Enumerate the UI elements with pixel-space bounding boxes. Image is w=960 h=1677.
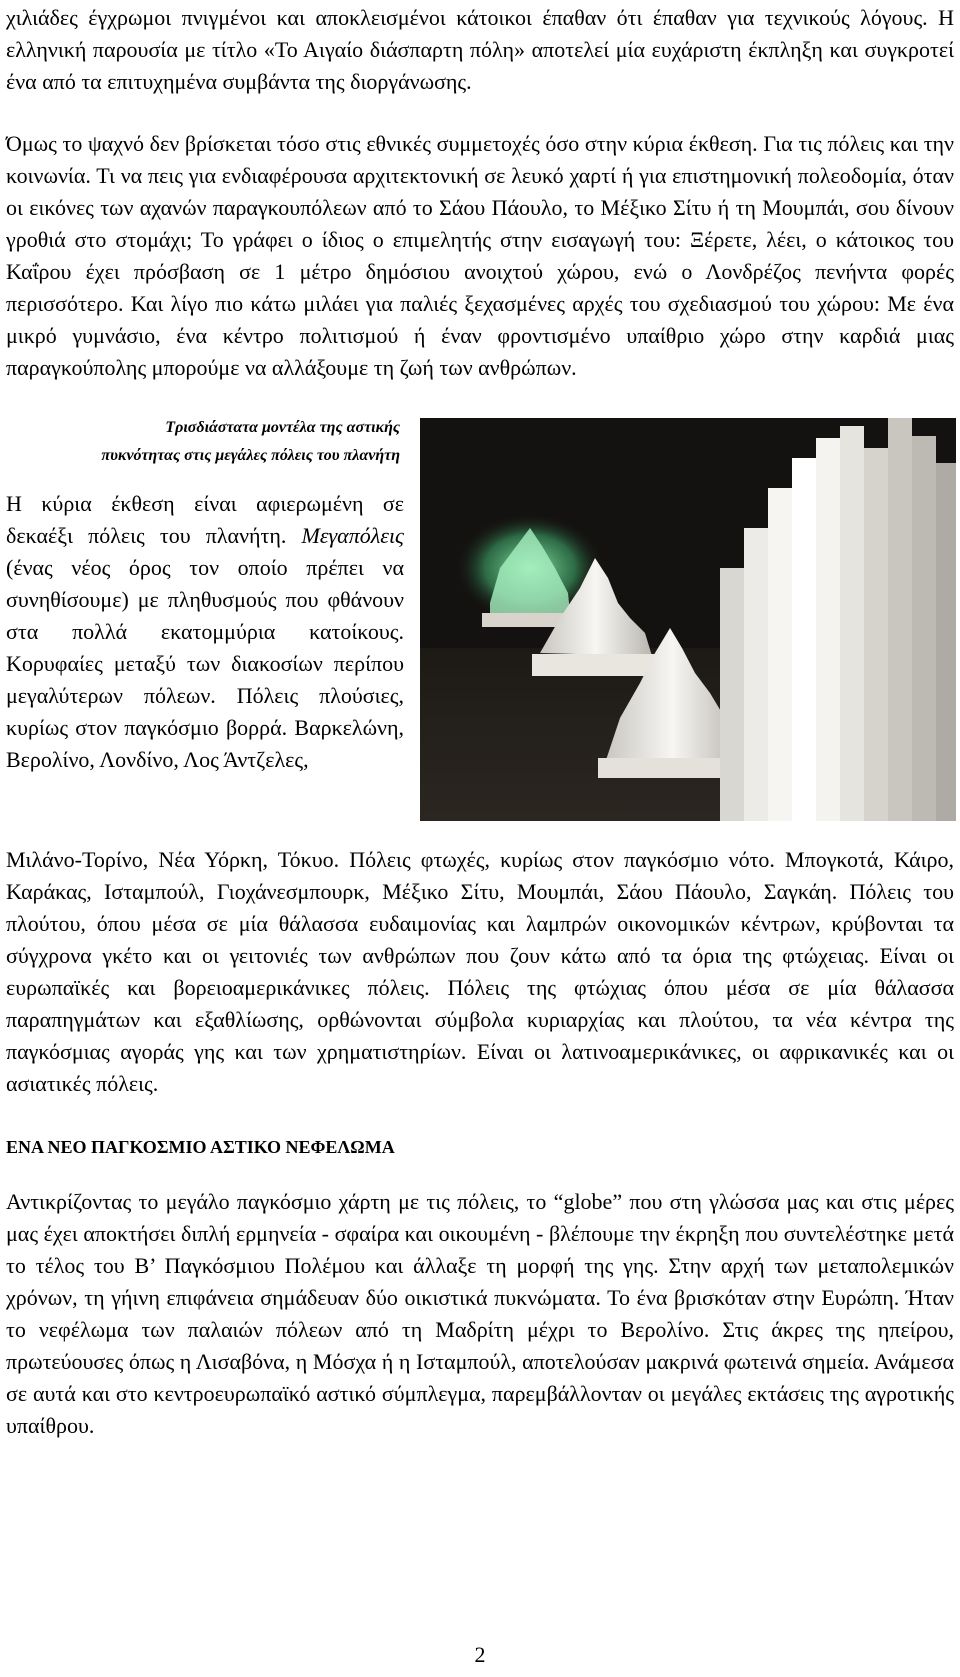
density-models-illustration	[420, 418, 956, 821]
megacities-text-rest: (ένας νέος όρος τον οποίο πρέπει να συνηθίσουμε) με πληθυσμούς που φθάνουν στα πολλά εκατομμύρια κατοίκους. Κορυφαίες μεταξύ των διακοσίων περίπου μεγαλύτερων πόλεων. Πόλεις πλούσιες, κυρίως στον παγκόσμιο βορρά. Βαρκελώνη, Βερολίνο, Λονδίνο, Λος Άντζελες,	[6, 555, 404, 772]
document-page	[6, 0, 954, 1442]
paragraph-poor-cities: Μιλάνο-Τορίνο, Νέα Υόρκη, Τόκυο. Πόλεις φτωχές, κυρίως στον παγκόσμιο νότο. Μπογκοτά, Κάιρο, Καράκας, Ισταμπούλ, Γιοχάνεσμπουρκ, Μέξικο Σίτυ, Μουμπάι, Σάου Πάουλο, Σαγκάη. Πόλεις του πλούτου, όπου μέσα σε μία θάλασσα ευδαιμονίας και λαμπρών οικονομικών κέντρων, κρύβονται τα σύγχρονα γκέτο και οι γειτονιές των ανθρώπων που ζουν κάτω από τα όρια της φτώχειας. Είναι οι ευρωπαϊκές και βορειοαμερικάνικες πόλεις. Πόλεις της φτώχιας όπου μέσα σε μία θάλασσα παραπηγμάτων και εξαθλίωσης, ορθώνονται σύμβολα κυριαρχίας και πλούτου, τα νέα κέντρα της παγκόσμιας αγοράς γης και των χρηματιστηρίων. Είναι οι λατινοαμερικάνικες, οι αφρικανικές και οι ασιατικές πόλεις.	[6, 847, 954, 1096]
megacities-text-start: Η κύρια έκθεση είναι αφιερωμένη σε δεκαέξι πόλεις του πλανήτη.	[6, 491, 404, 548]
paragraph-intro: χιλιάδες έγχρωμοι πνιγμένοι και αποκλεισμένοι κάτοικοι έπαθαν ότι έπαθαν για τεχνικούς λόγους. Η ελληνική παρουσία με τίτλο «Το Αιγαίο διάσπαρτη πόλη» αποτελεί μία ευχάριστη έκπληξη και συγκροτεί ένα από τα επιτυχημένα συμβάντα της διοργάνωσης.	[6, 5, 954, 94]
figure-section	[6, 414, 954, 844]
megacities-term: Μεγαπόλεις	[301, 523, 404, 548]
page-number: 2	[474, 1642, 486, 1667]
exhibition-photo	[420, 418, 956, 821]
caption-line-1: Τρισδιάστατα μοντέλα της αστικής	[165, 419, 400, 436]
middle-model-base	[532, 654, 660, 676]
paragraph-megacities	[6, 488, 404, 776]
paragraph-main-exhibition: Όμως το ψαχνό δεν βρίσκεται τόσο στις εθνικές συμμετοχές όσο στην κύρια έκθεση. Για τις πόλεις και την κοινωνία. Τι να πεις για ενδιαφέρουσα αρχιτεκτονική σε λευκό χαρτί ή για επιστημονική πολεοδομία, όταν οι εικόνες των αχανών παραγκουπόλεων από το Σάου Πάουλο, το Μέξικο Σίτυ ή τη Μουμπάι, σου δίνουν γροθιά στο στομάχι; Το γράφει ο ίδιος ο επιμελητής στην εισαγωγή του: Ξέρετε, λέει, ο κάτοικος του Καΐρου έχει πρόσβαση σε 1 μέτρο δημόσιου ανοιχτού χώρου, ενώ ο Λονδρέζος πενήντα φορές περισσότερο. Και λίγο πιο κάτω μιλάει για παλιές ξεχασμένες αρχές του σχεδιασμού του χώρου: Με ένα μικρό γυμνάσιο, ένα κέντρο πολιτισμού ή έναν φροντισμένο υπαίθριο χώρο στην καρδιά μιας παραγκούπολης μπορούμε να αλλάξουμε τη ζωή των ανθρώπων.	[6, 131, 954, 380]
caption-line-2: πυκνότητας στις μεγάλες πόλεις του πλανήτη	[101, 447, 400, 464]
paragraph-globe: Αντικρίζοντας το μεγάλο παγκόσμιο χάρτη με τις πόλεις, το “globe” που στη γλώσσα μας και στις μέρες μας έχει αποκτήσει διπλή ερμηνεία - σφαίρα και οικουμένη - βλέπουμε την έκρηξη που συντελέστηκε μετά το τέλος του Β’ Παγκόσμιου Πολέμου και άλλαξε τη μορφή της γης. Στην αρχή των μεταπολεμικών χρόνων, τη γήινη επιφάνεια σημάδευαν δύο οικιστικά πυκνώματα. Το ένα βρισκόταν στην Ευρώπη. Ήταν το νεφέλωμα των παλαιών πόλεων από τη Μαδρίτη μέχρι το Βερολίνο. Στις άκρες της ηπείρου, πρωτεύουσες όπως η Λισαβόνα, η Μόσχα ή η Ισταμπούλ, αποτελούσαν μακρινά φωτεινά σημεία. Ανάμεσα σε αυτά και στο κεντροευρωπαϊκό αστικό σύμπλεγμα, παρεμβάλλονταν οι μεγάλες εκτάσεις της αγροτικής υπαίθρου.	[6, 1189, 954, 1438]
section-heading: ΕΝΑ ΝΕΟ ΠΑΓΚΟΣΜΙΟ ΑΣΤΙΚΟ ΝΕΦΕΛΩΜΑ	[6, 1137, 395, 1157]
figure-caption	[8, 414, 400, 470]
